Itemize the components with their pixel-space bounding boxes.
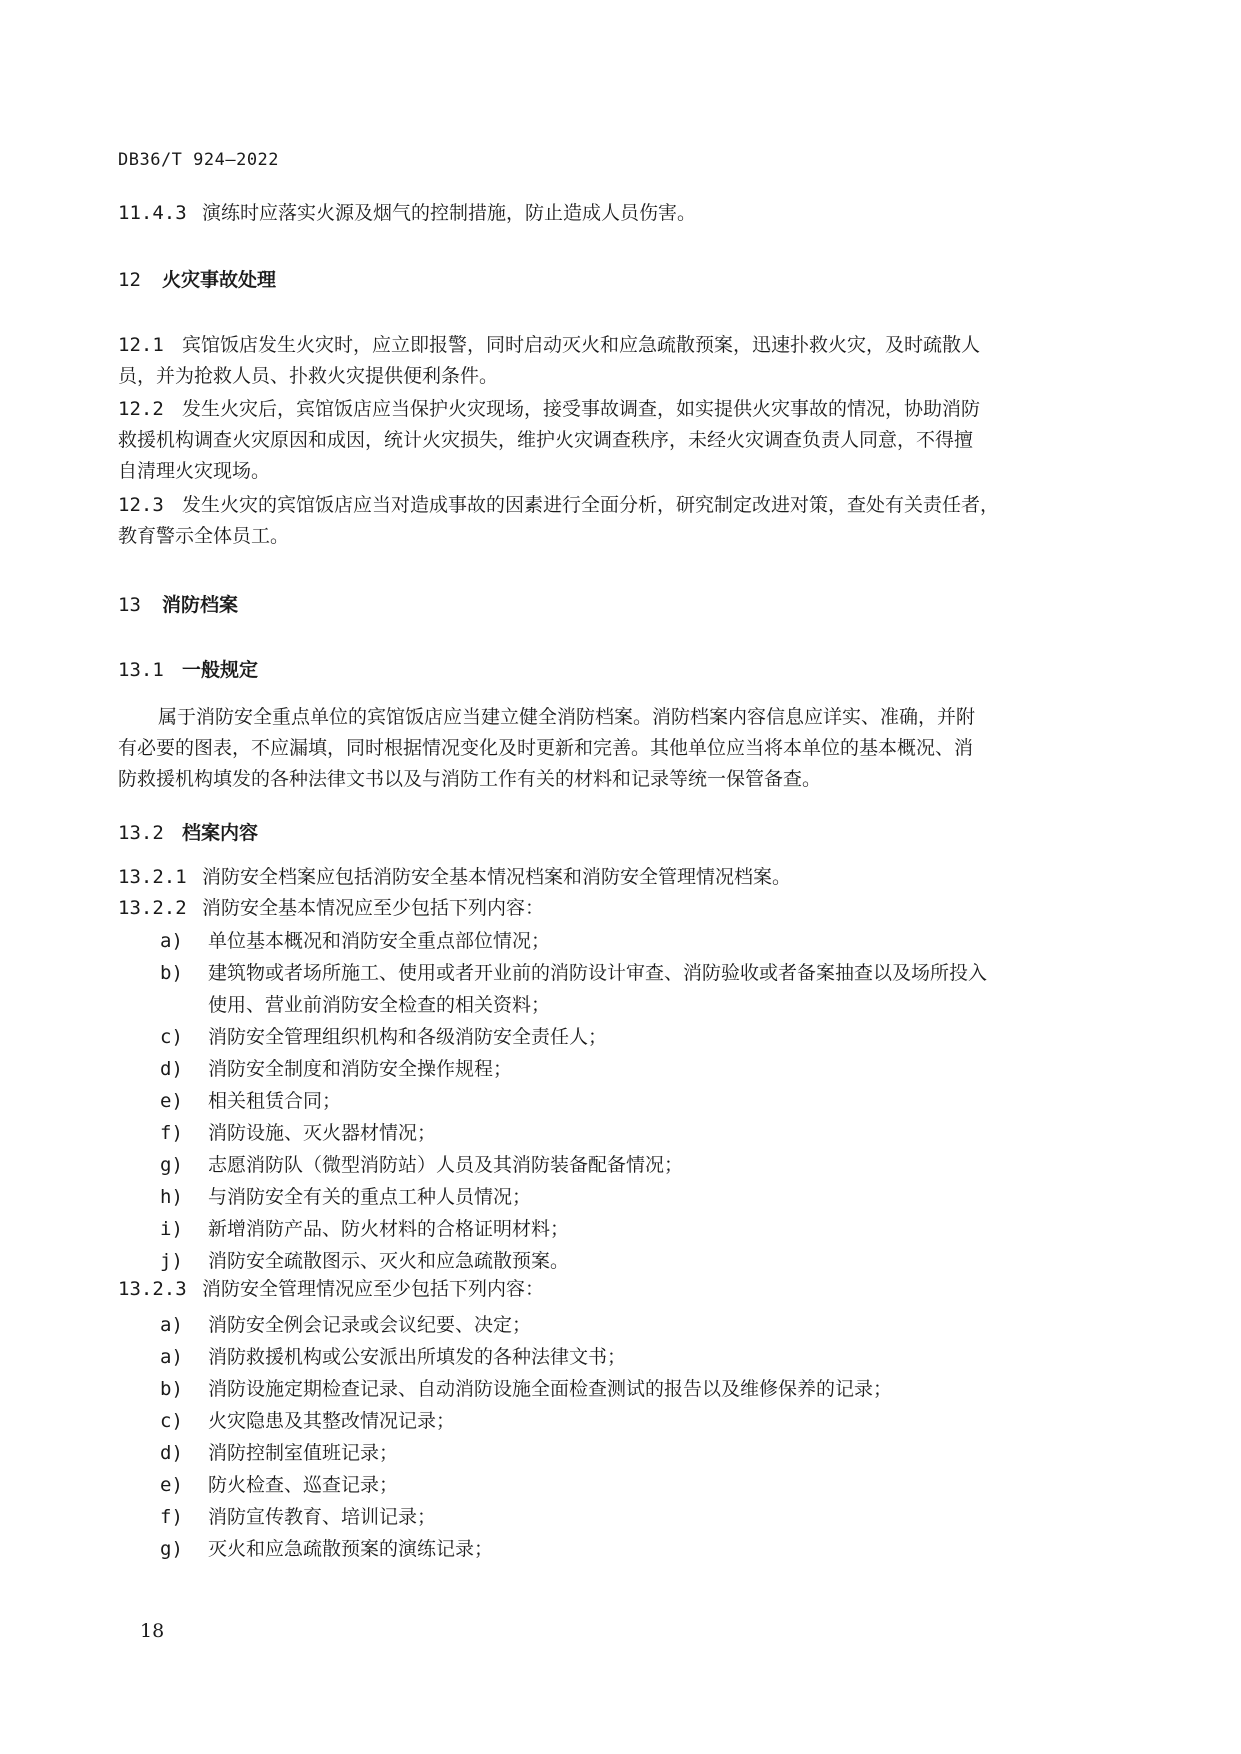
item-label: f) bbox=[160, 1122, 183, 1144]
item-label: b) bbox=[160, 962, 183, 984]
paragraph-line: 有必要的图表，不应漏填，同时根据情况变化及时更新和完善。其他单位应当将本单位的基本概况、消 bbox=[118, 737, 974, 759]
clause-line: 自清理火灾现场。 bbox=[118, 460, 271, 482]
list-item bbox=[160, 926, 550, 953]
section-number: 13 bbox=[118, 594, 141, 616]
item-text: 消防救援机构或公安派出所填发的各种法律文书； bbox=[208, 1346, 627, 1368]
clause-line: 发生火灾后，宾馆饭店应当保护火灾现场，接受事故调查，如实提供火灾事故的情况，协助消防 bbox=[182, 398, 981, 420]
list-item bbox=[160, 1438, 398, 1465]
item-text: 消防安全管理组织机构和各级消防安全责任人； bbox=[208, 1026, 608, 1048]
item-text: 消防安全例会记录或会议纪要、决定； bbox=[208, 1314, 532, 1336]
list-item bbox=[160, 1182, 531, 1209]
item-label: b) bbox=[160, 1378, 183, 1400]
section-title: 一般规定 bbox=[182, 659, 259, 681]
item-text: 单位基本概况和消防安全重点部位情况； bbox=[208, 930, 551, 952]
item-label: d) bbox=[160, 1442, 183, 1464]
list-item bbox=[160, 1246, 569, 1273]
clause-line: 教育警示全体员工。 bbox=[118, 525, 290, 547]
item-text: 消防宣传教育、培训记录； bbox=[208, 1506, 437, 1528]
page-number: 18 bbox=[140, 1620, 165, 1642]
item-text: 消防控制室值班记录； bbox=[208, 1442, 399, 1464]
item-text: 与消防安全有关的重点工种人员情况； bbox=[208, 1186, 532, 1208]
item-text: 新增消防产品、防火材料的合格证明材料； bbox=[208, 1218, 570, 1240]
clause-13-2-1 bbox=[118, 862, 791, 893]
list-item bbox=[160, 1022, 607, 1049]
clause-13-2-2 bbox=[118, 893, 544, 924]
item-label: g) bbox=[160, 1154, 183, 1176]
clause-number: 13.2.3 bbox=[118, 1278, 187, 1300]
clause-12-1 bbox=[118, 330, 980, 392]
clause-text: 消防安全基本情况应至少包括下列内容： bbox=[202, 897, 545, 919]
clause-line: 宾馆饭店发生火灾时，应立即报警，同时启动灭火和应急疏散预案，迅速扑救火灾，及时疏散人 bbox=[182, 334, 981, 356]
list-item bbox=[160, 1054, 512, 1081]
section-number: 12 bbox=[118, 269, 141, 291]
paragraph-line: 属于消防安全重点单位的宾馆饭店应当建立健全消防档案。消防档案内容信息应详实、准确，并附 bbox=[158, 706, 976, 728]
clause-12-3 bbox=[118, 490, 999, 552]
clause-12-2 bbox=[118, 394, 980, 487]
item-label: h) bbox=[160, 1186, 183, 1208]
clause-11-4-3 bbox=[118, 198, 696, 229]
list-item bbox=[160, 1118, 436, 1145]
list-item bbox=[160, 1150, 683, 1177]
section-number: 13.1 bbox=[118, 659, 164, 681]
clause-number: 12.3 bbox=[118, 494, 164, 516]
list-item bbox=[160, 958, 987, 985]
list-item bbox=[160, 1342, 626, 1369]
clause-number: 11.4.3 bbox=[118, 202, 187, 224]
item-label: d) bbox=[160, 1058, 183, 1080]
list-item-continuation: 使用、营业前消防安全检查的相关资料； bbox=[208, 994, 551, 1016]
item-text: 灭火和应急疏散预案的演练记录； bbox=[208, 1538, 494, 1560]
document-number: DB36/T 924—2022 bbox=[118, 150, 280, 170]
item-text: 火灾隐患及其整改情况记录； bbox=[208, 1410, 456, 1432]
item-label: a) bbox=[160, 1314, 183, 1336]
item-text: 志愿消防队（微型消防站）人员及其消防装备配备情况； bbox=[208, 1154, 684, 1176]
item-label: j) bbox=[160, 1250, 183, 1272]
item-label: f) bbox=[160, 1506, 183, 1528]
paragraph-line: 防救援机构填发的各种法律文书以及与消防工作有关的材料和记录等统一保管备查。 bbox=[118, 768, 822, 790]
item-text: 消防设施、灭火器材情况； bbox=[208, 1122, 437, 1144]
list-item bbox=[160, 1374, 892, 1401]
section-number: 13.2 bbox=[118, 822, 164, 844]
section-title: 火灾事故处理 bbox=[162, 269, 277, 291]
list-item bbox=[160, 1310, 531, 1337]
clause-number: 12.1 bbox=[118, 334, 164, 356]
item-label: g) bbox=[160, 1538, 183, 1560]
paragraph-13-1 bbox=[118, 702, 975, 795]
section-title: 档案内容 bbox=[182, 822, 259, 844]
item-text: 防火检查、巡查记录； bbox=[208, 1474, 399, 1496]
section-heading-13 bbox=[118, 590, 238, 617]
clause-text: 消防安全管理情况应至少包括下列内容： bbox=[202, 1278, 545, 1300]
list-item bbox=[160, 1470, 398, 1497]
item-label: e) bbox=[160, 1090, 183, 1112]
section-heading-12 bbox=[118, 265, 276, 292]
list-item bbox=[160, 1534, 493, 1561]
item-label: a) bbox=[160, 1346, 183, 1368]
clause-number: 12.2 bbox=[118, 398, 164, 420]
clause-text: 消防安全档案应包括消防安全基本情况档案和消防安全管理情况档案。 bbox=[202, 866, 792, 888]
item-label: c) bbox=[160, 1026, 183, 1048]
item-text: 消防安全制度和消防安全操作规程； bbox=[208, 1058, 513, 1080]
clause-text: 演练时应落实火源及烟气的控制措施，防止造成人员伤害。 bbox=[202, 202, 697, 224]
list-item bbox=[160, 1086, 341, 1113]
clause-13-2-3 bbox=[118, 1274, 544, 1305]
item-label: c) bbox=[160, 1410, 183, 1432]
clause-line: 救援机构调查火灾原因和成因，统计火灾损失，维护火灾调查秩序，未经火灾调查负责人同意，不得擅 bbox=[118, 429, 974, 451]
item-text: 相关租赁合同； bbox=[208, 1090, 342, 1112]
list-item bbox=[160, 1502, 436, 1529]
section-heading-13-1 bbox=[118, 655, 258, 682]
item-label: i) bbox=[160, 1218, 183, 1240]
item-text: 建筑物或者场所施工、使用或者开业前的消防设计审查、消防验收或者备案抽查以及场所投入 bbox=[208, 962, 988, 984]
section-title: 消防档案 bbox=[162, 594, 239, 616]
item-text: 消防安全疏散图示、灭火和应急疏散预案。 bbox=[208, 1250, 570, 1272]
section-heading-13-2 bbox=[118, 818, 258, 845]
list-item bbox=[160, 1406, 455, 1433]
list-item bbox=[160, 1214, 569, 1241]
clause-number: 13.2.1 bbox=[118, 866, 187, 888]
clause-number: 13.2.2 bbox=[118, 897, 187, 919]
item-label: e) bbox=[160, 1474, 183, 1496]
item-label: a) bbox=[160, 930, 183, 952]
clause-line: 员，并为抢救人员、扑救火灾提供便利条件。 bbox=[118, 365, 499, 387]
item-text: 消防设施定期检查记录、自动消防设施全面检查测试的报告以及维修保养的记录； bbox=[208, 1378, 893, 1400]
clause-line: 发生火灾的宾馆饭店应当对造成事故的因素进行全面分析，研究制定改进对策，查处有关责任者， bbox=[182, 494, 1000, 516]
